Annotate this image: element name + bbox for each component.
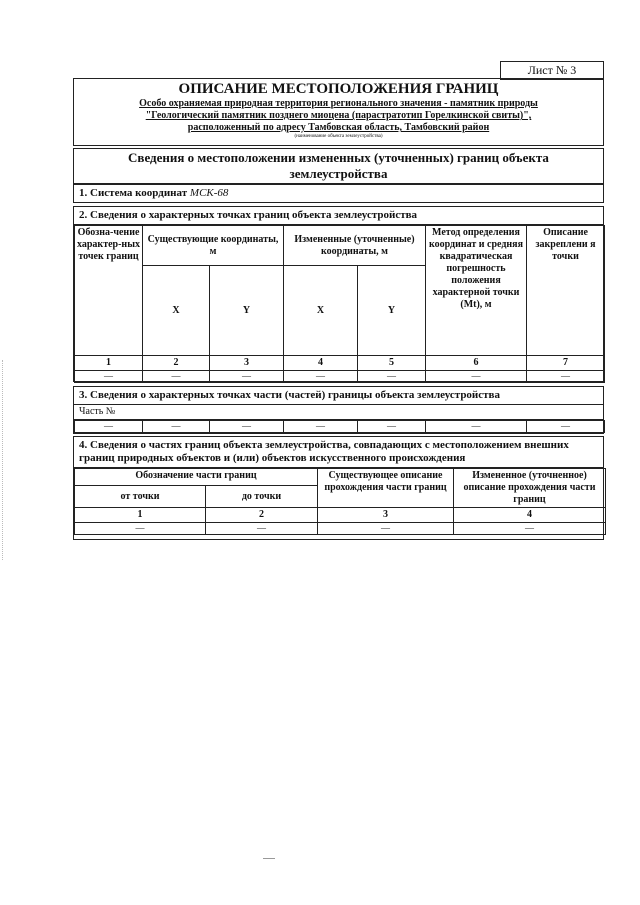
empty-cell: — xyxy=(426,421,527,433)
boundary-points-table xyxy=(74,225,605,383)
col-number: 4 xyxy=(454,508,606,523)
object-caption: (наименование объекта землеустройства) xyxy=(294,134,383,139)
table-row xyxy=(75,421,605,433)
document-frame xyxy=(73,78,606,538)
empty-cell: — xyxy=(426,371,527,383)
section-3-label: 3. Сведения о характерных точках части (частей) границы объекта землеустройства xyxy=(74,387,603,405)
col-number: 5 xyxy=(358,356,426,371)
col-part-designation: Обозначение части границ xyxy=(75,469,318,486)
empty-cell: — xyxy=(318,523,454,535)
coordinate-system-row xyxy=(74,185,603,202)
col-designation: Обозна-чение характер-ных точек границ xyxy=(75,226,143,356)
sheet-number-label: Лист № 3 xyxy=(500,61,604,80)
scan-mark xyxy=(263,858,275,859)
empty-cell: — xyxy=(284,421,358,433)
column-numbers-row xyxy=(75,356,605,371)
object-line-1: Особо охраняемая природная территория регионального значения - памятник природы xyxy=(139,98,538,109)
coordinate-system-value: МСК-68 xyxy=(189,187,229,199)
col-number: 2 xyxy=(206,508,318,523)
empty-cell: — xyxy=(527,371,605,383)
col-changed-y: Y xyxy=(358,266,426,356)
col-method: Метод определения координат и средняя квадратическая погрешность положения характерной точки (Mt), м xyxy=(426,226,527,356)
col-number: 4 xyxy=(284,356,358,371)
section-3 xyxy=(73,386,604,434)
header-block xyxy=(73,78,604,146)
empty-cell: — xyxy=(284,371,358,383)
col-changed-description: Измененное (уточненное) описание прохождения части границ xyxy=(454,469,606,508)
col-description: Описание закреплени я точки xyxy=(527,226,605,356)
empty-cell: — xyxy=(143,421,210,433)
section-2-label: 2. Сведения о характерных точках границ объекта землеустройства xyxy=(74,207,603,225)
column-numbers-row xyxy=(75,508,606,523)
coordinate-system-label: 1. Система координат xyxy=(79,187,188,199)
boundary-parts-table xyxy=(74,468,606,535)
section-4-label: 4. Сведения о частях границ объекта землеустройства, совпадающих с местоположением внешних границ природных объектов и (или) объектов искусственного происхождения xyxy=(74,437,603,468)
empty-cell: — xyxy=(210,371,284,383)
section-subtitle: Сведения о местоположении измененных (уточненных) границ объекта землеустройства xyxy=(128,150,549,181)
empty-cell: — xyxy=(358,371,426,383)
empty-cell: — xyxy=(75,371,143,383)
empty-cell: — xyxy=(75,421,143,433)
empty-cell: — xyxy=(454,523,606,535)
col-number: 6 xyxy=(426,356,527,371)
table-row xyxy=(75,523,606,535)
empty-cell: — xyxy=(358,421,426,433)
col-number: 1 xyxy=(75,356,143,371)
table-row xyxy=(75,371,605,383)
part-points-table xyxy=(74,420,605,433)
col-existing: Существующие координаты, м xyxy=(143,226,284,266)
section-2 xyxy=(73,206,604,382)
subtitle-block xyxy=(73,148,604,184)
empty-cell: — xyxy=(206,523,318,535)
col-existing-x: X xyxy=(143,266,210,356)
empty-cell: — xyxy=(143,371,210,383)
col-number: 2 xyxy=(143,356,210,371)
object-line-2: "Геологический памятник позднего миоцена (парастратотип Горелкинской свиты)", xyxy=(145,110,532,121)
col-to-point: до точки xyxy=(206,486,318,508)
col-number: 1 xyxy=(75,508,206,523)
empty-cell: — xyxy=(210,421,284,433)
col-changed-x: X xyxy=(284,266,358,356)
col-changed: Измененные (уточненные) координаты, м xyxy=(284,226,426,266)
col-number: 3 xyxy=(210,356,284,371)
col-number: 3 xyxy=(318,508,454,523)
col-from-point: от точки xyxy=(75,486,206,508)
empty-cell: — xyxy=(75,523,206,535)
col-existing-description: Существующее описание прохождения части границ xyxy=(318,469,454,508)
col-existing-y: Y xyxy=(210,266,284,356)
empty-cell: — xyxy=(527,421,605,433)
document-title: ОПИСАНИЕ МЕСТОПОЛОЖЕНИЯ ГРАНИЦ xyxy=(178,81,499,97)
section-1 xyxy=(73,184,604,203)
object-line-3: расположенный по адресу Тамбовская область, Тамбовский район xyxy=(187,122,490,133)
scan-edge-marks xyxy=(2,360,4,560)
part-number-label: Часть № xyxy=(74,405,603,420)
col-number: 7 xyxy=(527,356,605,371)
section-4 xyxy=(73,436,604,540)
